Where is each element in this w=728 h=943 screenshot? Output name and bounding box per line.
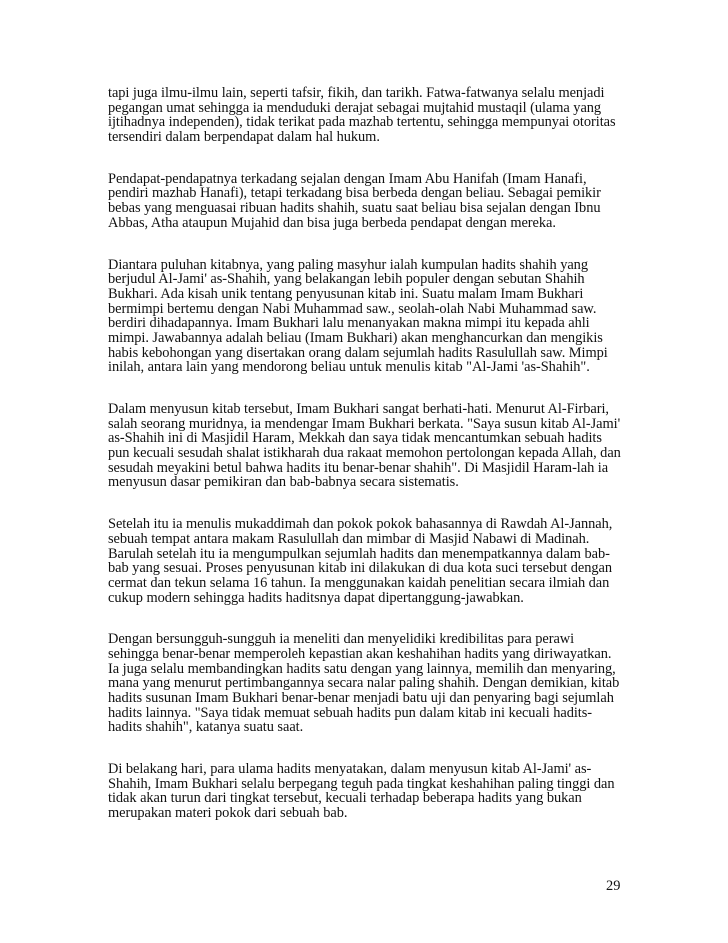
text-line: as-Shahih ini di Masjidil Haram, Mekkah dan saya tidak mencantumkan sebuah hadits bbox=[108, 430, 602, 447]
paragraph bbox=[108, 402, 638, 490]
text-line: bab yang sesuai. Proses penyusunan kitab ini dilakukan di dua kota suci tersebut dengan bbox=[108, 560, 613, 577]
text-line: mana yang menurut pertimbangannya secara nalar paling shahih. Dengan demikian, kitab bbox=[108, 675, 620, 692]
text-line: inilah, antara lain yang mendorong beliau untuk menulis kitab "Al-Jami 'as-Shahih". bbox=[108, 359, 590, 376]
text-line: bebas yang menguasai ribuan hadits shahih, suatu saat beliau bisa sejalan dengan Ibnu bbox=[108, 200, 601, 217]
text-line: salah seorang muridnya, ia mendengar Imam Bukhari berkata. "Saya susun kitab Al-Jami' bbox=[108, 415, 621, 432]
text-line: tidak akan turun dari tingkat tersebut, kecuali terhadap beberapa hadits yang bukan bbox=[108, 790, 582, 807]
text-line: hadits shahih", katanya suatu saat. bbox=[108, 719, 304, 736]
text-line: ijtihadnya independen), tidak terikat pada mazhab tertentu, sehingga mempunyai otoritas bbox=[108, 114, 616, 131]
text-line: bermimpi bertemu dengan Nabi Muhammad saw., seolah-olah Nabi Muhammad saw. bbox=[108, 300, 597, 317]
text-line: cukup modern sehingga hadits haditsnya dapat dipertanggung-jawabkan. bbox=[108, 589, 524, 606]
paragraph bbox=[108, 172, 638, 231]
paragraph bbox=[108, 86, 638, 145]
text-line: tersendiri dalam berpendapat dalam hal hukum. bbox=[108, 129, 380, 146]
text-line: habis kebohongan yang disertakan orang dalam sejumlah hadits Rasulullah saw. Mimpi bbox=[108, 344, 608, 361]
text-line: Abbas, Atha ataupun Mujahid dan bisa juga berbeda pendapat dengan mereka. bbox=[108, 214, 556, 231]
text-line: sehingga benar-benar memperoleh kepastian akan keshahihan hadits yang diriwayatkan. bbox=[108, 645, 612, 662]
text-line: sesudah meyakini betul bahwa hadits itu benar-benar shahih". Di Masjidil Haram-lah ia bbox=[108, 459, 609, 476]
text-line: sebuah tempat antara makam Rasulullah dan mimbar di Masjid Nabawi di Madinah. bbox=[108, 530, 590, 547]
text-line: Pendapat-pendapatnya terkadang sejalan dengan Imam Abu Hanifah (Imam Hanafi, bbox=[108, 170, 587, 187]
text-line: Diantara puluhan kitabnya, yang paling masyhur ialah kumpulan hadits shahih yang bbox=[108, 256, 588, 273]
text-line: merupakan materi pokok dari sebuah bab. bbox=[108, 805, 348, 822]
text-line: Dengan bersungguh-sungguh ia meneliti dan menyelidiki kredibilitas para perawi bbox=[108, 631, 575, 648]
text-line: berjudul Al-Jami' as-Shahih, yang belakangan lebih populer dengan sebutan Shahih bbox=[108, 271, 585, 288]
text-line: cermat dan tekun selama 16 tahun. Ia menggunakan kaidah penelitian secara ilmiah dan bbox=[108, 574, 610, 591]
text-line: hadits lainnya. "Saya tidak memuat sebuah hadits pun dalam kitab ini kecuali hadits- bbox=[108, 704, 593, 721]
text-line: Di belakang hari, para ulama hadits menyatakan, dalam menyusun kitab Al-Jami' as- bbox=[108, 761, 592, 778]
paragraph bbox=[108, 258, 638, 376]
text-line: Setelah itu ia menulis mukaddimah dan pokok pokok bahasannya di Rawdah Al-Jannah, bbox=[108, 516, 613, 533]
paragraph bbox=[108, 517, 638, 605]
text-line: hadits susunan Imam Bukhari benar-benar menjadi batu uji dan penyaring bagi sejumlah bbox=[108, 690, 614, 706]
text-line: Ia juga selalu membandingkan hadits satu dengan yang lainnya, memilih dan menyaring, bbox=[108, 660, 616, 677]
text-line: tapi juga ilmu-ilmu lain, seperti tafsir, fikih, dan tarikh. Fatwa-fatwanya selalu menjadi bbox=[108, 85, 605, 101]
text-line: pegangan umat sehingga ia menduduki derajat sebagai mujtahid mustaqil (ulama yang bbox=[108, 99, 602, 116]
paragraph bbox=[108, 632, 638, 735]
text-line: mimpi. Jawabannya adalah beliau (Imam Bukhari) akan menghancurkan dan mengikis bbox=[108, 329, 603, 346]
text-line: menyusun dasar pemikiran dan bab-babnya secara sistematis. bbox=[108, 474, 459, 491]
text-line: Bukhari. Ada kisah unik tentang penyusunan kitab ini. Suatu malam Imam Bukhari bbox=[108, 285, 584, 302]
text-line: Dalam menyusun kitab tersebut, Imam Bukhari sangat berhati-hati. Menurut Al-Firbari, bbox=[108, 401, 609, 417]
text-line: Barulah setelah itu ia mengumpulkan sejumlah hadits dan menempatkannya dalam bab- bbox=[108, 545, 610, 562]
document-body bbox=[108, 86, 638, 848]
text-line: Shahih, Imam Bukhari selalu berpegang teguh pada tingkat keshahihan paling tinggi dan bbox=[108, 775, 615, 792]
paragraph bbox=[108, 762, 638, 821]
page-number: 29 bbox=[606, 878, 621, 894]
text-line: berdiri dihadapannya. Imam Bukhari lalu menanyakan makna mimpi itu kepada ahli bbox=[108, 315, 590, 332]
text-line: pun kecuali sesudah shalat istikharah dua rakaat memohon pertolongan kepada Allah, dan bbox=[108, 445, 621, 462]
text-line: pendiri mazhab Hanafi), tetapi terkadang bisa berbeda dengan beliau. Sebagai pemikir bbox=[108, 185, 601, 202]
